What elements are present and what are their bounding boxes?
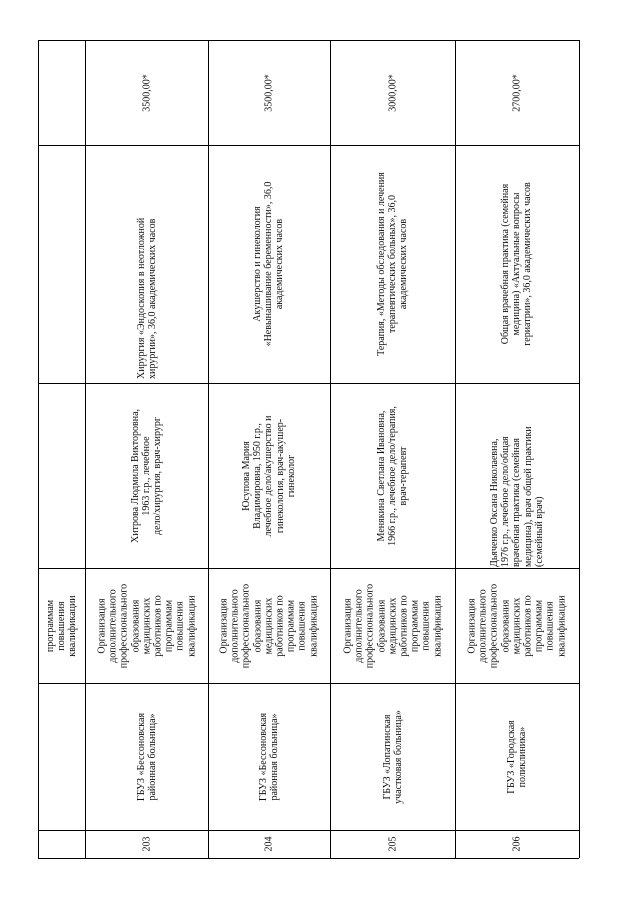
row-205-price-cell [330,40,455,145]
row-206-organization: Организация дополнительного профессионального образования медицинских работников по программам повышения квалификации [466,583,568,668]
row-206-person-cell [455,383,579,568]
row-205-organization: Организация дополнительного профессионального образования медицинских работников по программам повышения квалификации [342,583,443,668]
row-203-institution-cell [85,683,208,830]
row-204-program-cell [208,145,330,383]
row-205-number: 205 [386,836,398,852]
row-203-price-cell [85,40,208,145]
row-203-number-cell [85,830,208,858]
row-206-person: Дьяченко Оксана Николаевна, 1976 г.р., лечебное дело/общая врачебная практика (семейная медицина), врач общей практики (семейный врач) [488,425,545,567]
row-206-number-cell [455,830,579,858]
prev-row-organization-cell [38,568,85,683]
row-206-price: 2700,00* [511,73,523,112]
row-204-number: 204 [263,836,275,852]
row-203-program: Хирургия «Эндоскопия в неотложной хирургии», 36,0 академических часов [135,217,158,379]
row-204-price-cell [208,40,330,145]
row-203-organization: Организация дополнительного профессионального образования медицинских работников по программам повышения квалификации [96,583,197,668]
row-205-institution: ГБУЗ «Лопатинская участковая больница» [381,709,404,804]
row-205-number-cell [330,830,455,858]
table-rule-right [579,40,580,858]
row-203-institution: ГБУЗ «Бессоновская районная больница» [135,712,158,801]
row-206-price-cell [455,40,579,145]
row-204-institution-cell [208,683,330,830]
row-204-organization-cell [208,568,330,683]
row-203-person: Хитрова Людмила Викторовна, 1963 г.р., лечебное дело/хирургия, врач-хирург [129,408,164,543]
row-206-program-cell [455,145,579,383]
row-204-organization: Организация дополнительного профессионального образования медицинских работников по программам повышения квалификации [218,583,320,668]
table-rule-left [38,40,39,858]
row-203-person-cell [85,383,208,568]
row-205-program: Терапия, «Методы обследования и лечения терапевтических больных», 36,0 академических часов [375,172,410,356]
row-206-number: 206 [511,836,523,852]
row-206-institution-cell [455,683,579,830]
row-205-price: 3000,00* [386,73,398,112]
row-204-price: 3500,00* [263,73,275,112]
prev-row-organization-text: программам повышения квалификации [44,594,79,657]
row-206-program: Общая врачебная практика (семейная медицина) «Актуальные вопросы гериатрии», 36,0 академических часов [500,182,534,346]
row-203-organization-cell [85,568,208,683]
row-206-institution: ГБУЗ «Городская поликлиника» [505,719,528,794]
row-204-person-cell [208,383,330,568]
row-203-price: 3500,00* [140,73,152,112]
row-205-person: Менякина Светлана Ивановна, 1966 г.р., лечебное дело/терапия, врач-терапевт [375,405,410,546]
row-205-person-cell [330,383,455,568]
row-204-program: Акушерство и гинекология «Невынашивание беременности», 36,0 академических часов [252,181,286,347]
row-205-institution-cell [330,683,455,830]
row-205-program-cell [330,145,455,383]
row-204-person: Юсупова Мария Владимировна, 1950 г.р., лечебное дело/акушерство и гинекология, врач-акушер- гинеколог [240,414,297,537]
row-203-number: 203 [140,836,152,852]
row-204-number-cell [208,830,330,858]
row-206-organization-cell [455,568,579,683]
table-rule-bottom [38,858,579,859]
row-203-program-cell [85,145,208,383]
row-205-organization-cell [330,568,455,683]
row-204-institution: ГБУЗ «Бессоновская районная больница» [257,712,280,801]
